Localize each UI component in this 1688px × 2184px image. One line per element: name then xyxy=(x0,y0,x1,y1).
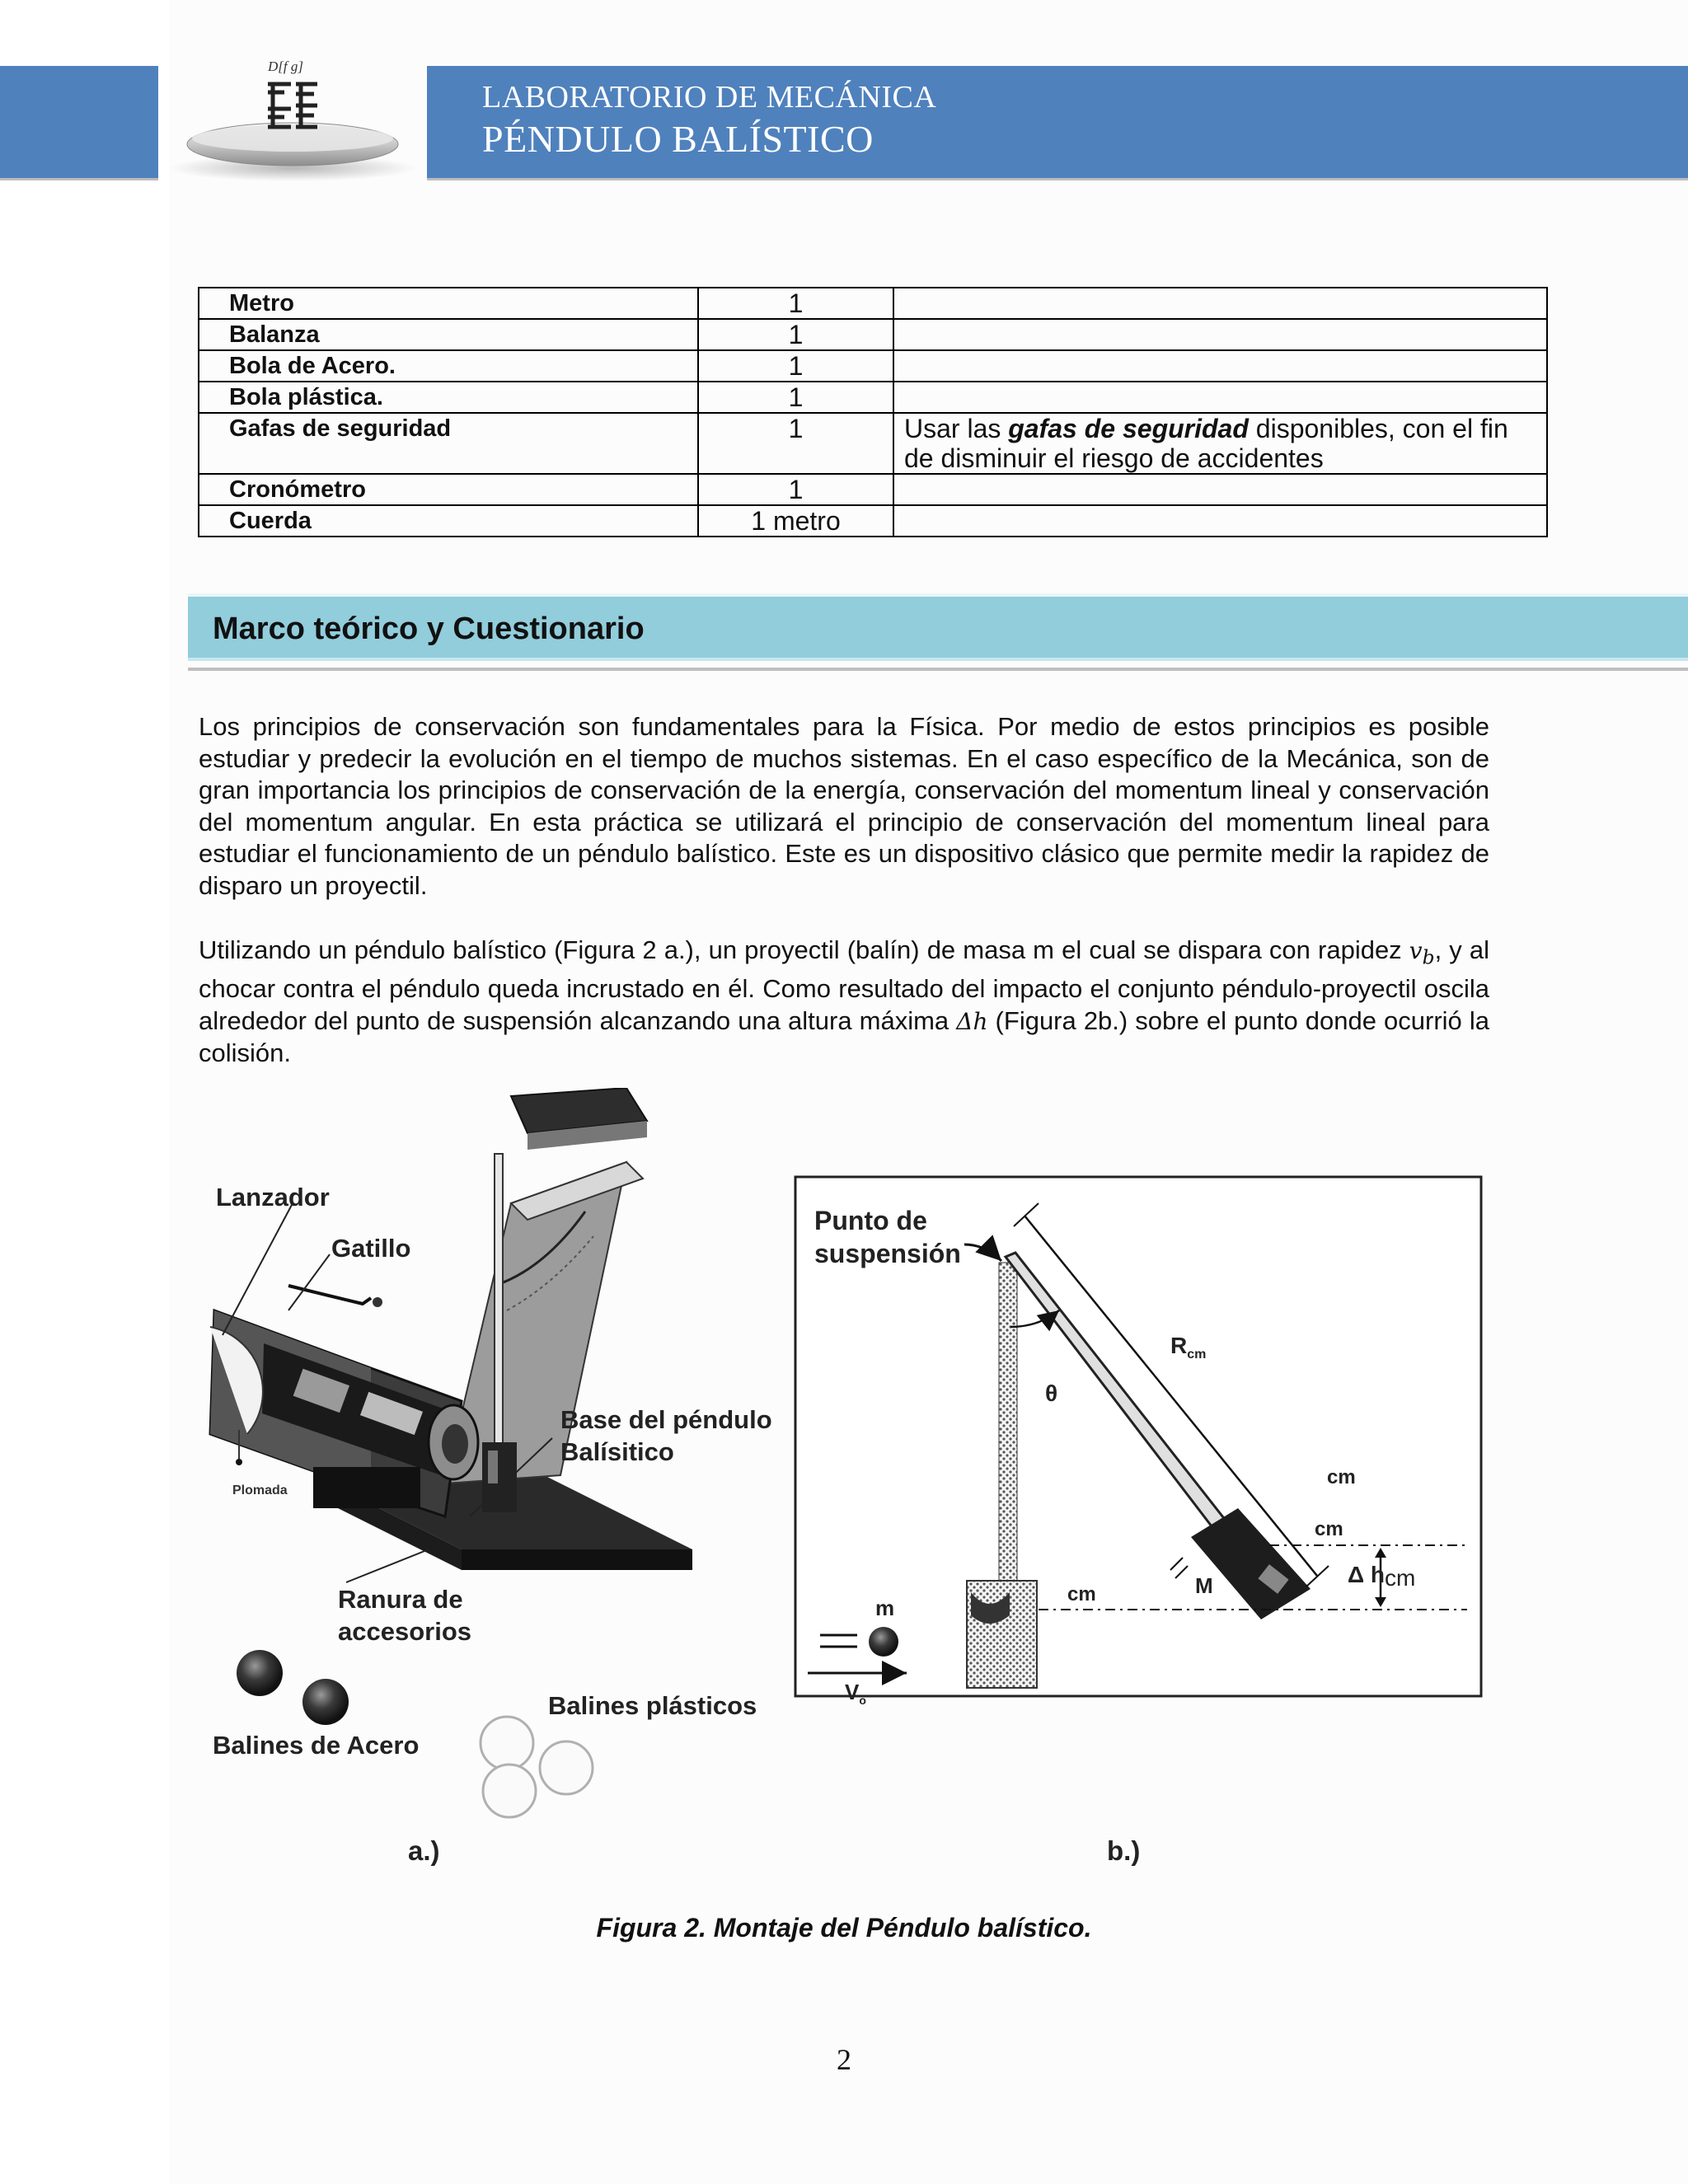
material-quantity: 1 metro xyxy=(698,505,893,537)
paragraph-text: , y al chocar contra el péndulo queda incrustado en él. Como resultado del impacto el conjunto péndulo-proyectil oscila alrededor del punto de suspensión alcanzando una altura máxima xyxy=(199,935,1490,1035)
panel-label-b: b.) xyxy=(1107,1835,1141,1866)
panel-label-a: a.) xyxy=(408,1835,440,1866)
material-quantity: 1 xyxy=(698,319,893,350)
paragraph-text: (Figura 2b.) sobre el punto donde ocurrió la colisión. xyxy=(199,1005,1489,1068)
material-note xyxy=(893,319,1547,350)
material-note xyxy=(893,505,1547,537)
label-base-2: Balísitico xyxy=(560,1437,674,1466)
material-quantity: 1 xyxy=(698,350,893,382)
material-note xyxy=(893,413,1547,474)
label-delta-h-symbol: Δ h xyxy=(1348,1562,1386,1587)
table-row xyxy=(199,350,1547,382)
material-quantity: 1 xyxy=(698,288,893,319)
material-name: Bola de Acero. xyxy=(199,350,698,382)
label-punto-2: suspensión xyxy=(814,1239,961,1268)
label-mass-M: M xyxy=(1195,1573,1213,1598)
material-quantity: 1 xyxy=(698,413,893,474)
material-name: Bola plástica. xyxy=(199,382,698,413)
label-balines-acero: Balines de Acero xyxy=(213,1731,420,1760)
section-header xyxy=(188,593,1688,661)
section-divider xyxy=(188,668,1688,671)
material-note xyxy=(893,288,1547,319)
label-cm-1: cm xyxy=(1327,1466,1356,1488)
header-title-line-2: PÉNDULO BALÍSTICO xyxy=(482,118,874,160)
label-cm-2: cm xyxy=(1315,1518,1343,1540)
figure-ballistic-pendulum xyxy=(198,1088,1492,1879)
label-lanzador: Lanzador xyxy=(216,1183,330,1212)
header-rule-left xyxy=(0,178,158,180)
material-name: Balanza xyxy=(199,319,698,350)
paragraph-intro: Los principios de conservación son fundamentales para la Física. Por medio de estos principios es posible estudiar y predecir la evolución en el tiempo de muchos sistemas. En el caso específico de la Mecánica, son de gran importancia los principios de conservación de la energía, conservación del momentum lineal y conservación del momentum angular. En esta práctica se utilizará el principio de conservación del momentum lineal para estudiar el funcionamiento de un péndulo balístico. Este es un dispositivo clásico que permite medir la rapidez de disparo un proyectil. xyxy=(199,712,1489,900)
label-velocity-subscript: o xyxy=(859,1694,866,1707)
material-note xyxy=(893,474,1547,505)
math-subscript: b xyxy=(1422,945,1435,969)
table-row xyxy=(199,505,1547,537)
note-text: disponibles, con el fin de disminuir el riesgo de accidentes xyxy=(904,414,1508,473)
material-name: Cronómetro xyxy=(199,474,698,505)
label-cm-3: cm xyxy=(1067,1583,1096,1605)
material-name: Cuerda xyxy=(199,505,698,537)
label-theta: θ xyxy=(1045,1380,1058,1406)
figure-panel-b xyxy=(795,1177,1481,1866)
paragraph-pendulum xyxy=(199,935,1489,1070)
label-ranura-2: accesorios xyxy=(338,1617,471,1646)
department-logo xyxy=(161,51,424,183)
table-row xyxy=(199,319,1547,350)
material-name: Gafas de seguridad xyxy=(199,413,698,474)
label-plomada: Plomada xyxy=(232,1483,288,1497)
label-delta-h xyxy=(1348,1562,1415,1591)
section-title: Marco teórico y Cuestionario xyxy=(213,612,645,646)
math-symbol: v xyxy=(1409,937,1423,964)
figure-caption: Figura 2. Montaje del Péndulo balístico. xyxy=(596,1913,1092,1943)
materials-table xyxy=(198,287,1548,537)
label-rcm-symbol: R xyxy=(1170,1333,1188,1358)
material-note xyxy=(893,382,1547,413)
math-vb xyxy=(1409,937,1435,969)
paragraph-text: Utilizando un péndulo balístico (Figura 2 a.), un proyectil (balín) de masa m el cual se dispara con rapidez xyxy=(199,935,1409,964)
label-balines-plasticos: Balines plásticos xyxy=(548,1691,757,1720)
label-rcm-subscript: cm xyxy=(1187,1347,1207,1361)
label-ranura-1: Ranura de xyxy=(338,1585,463,1614)
table-row xyxy=(199,413,1547,474)
label-velocity-symbol: V xyxy=(845,1680,860,1704)
label-gatillo: Gatillo xyxy=(331,1234,411,1263)
label-punto-1: Punto de xyxy=(814,1206,927,1235)
header-band-left xyxy=(0,66,158,178)
figure-panel-a xyxy=(210,1088,772,1866)
math-delta-h: Δh xyxy=(956,1007,988,1035)
table-row xyxy=(199,288,1547,319)
logo-tag: D[f g] xyxy=(268,59,303,74)
note-emphasis: gafas de seguridad xyxy=(1008,414,1249,443)
table-row xyxy=(199,382,1547,413)
label-delta-h-subscript: cm xyxy=(1385,1565,1416,1591)
header-rule xyxy=(427,178,1688,180)
note-text: Usar las xyxy=(904,414,1009,443)
table-row xyxy=(199,474,1547,505)
material-quantity: 1 xyxy=(698,382,893,413)
material-quantity: 1 xyxy=(698,474,893,505)
header-title-line-1: LABORATORIO DE MECÁNICA xyxy=(482,80,937,115)
material-name: Metro xyxy=(199,288,698,319)
label-base-1: Base del péndulo xyxy=(560,1405,772,1434)
page-number: 2 xyxy=(837,2043,851,2076)
material-note xyxy=(893,350,1547,382)
label-mass-m: m xyxy=(875,1596,895,1620)
